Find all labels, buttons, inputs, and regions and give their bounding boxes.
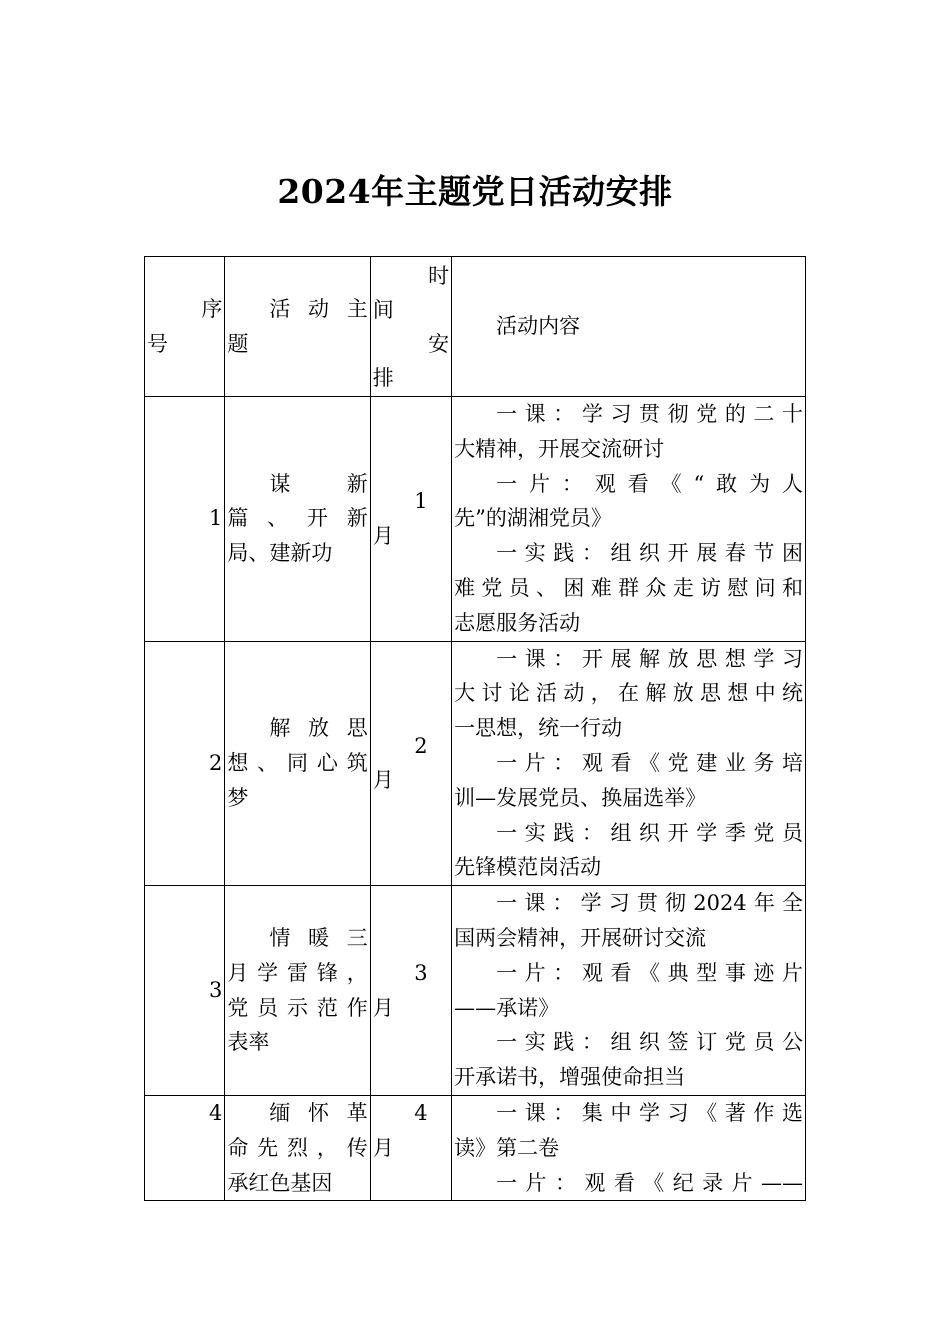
content-line: 大讨论活动，在解放思想中统 bbox=[454, 681, 803, 706]
header-time-line: 间 bbox=[372, 297, 394, 322]
content-line: 一片：观看《党建业务培 bbox=[496, 750, 803, 775]
header-theme-line: 活动主 bbox=[269, 296, 368, 321]
theme-line: 承红色基因 bbox=[227, 1170, 333, 1195]
header-time-line: 时 bbox=[428, 263, 450, 288]
content-line: 国两会精神，开展研讨交流 bbox=[454, 925, 707, 950]
content-cell bbox=[452, 886, 806, 1096]
theme-line: 篇、开新 bbox=[227, 506, 368, 531]
seq-cell: 4 bbox=[145, 1095, 225, 1200]
content-line: 一片：观看《“敢为人 bbox=[496, 471, 803, 496]
month-number: 3 bbox=[414, 960, 428, 985]
table-row bbox=[145, 397, 806, 642]
header-content bbox=[452, 257, 806, 397]
header-seq-line: 序 bbox=[201, 296, 223, 321]
header-time-line: 安 bbox=[428, 331, 450, 356]
table-row bbox=[145, 1095, 806, 1200]
time-cell bbox=[370, 641, 451, 886]
content-line: 一实践：组织开学季党员 bbox=[496, 820, 803, 845]
month-unit: 月 bbox=[372, 523, 394, 548]
time-cell bbox=[370, 886, 451, 1096]
content-line: 难党员、困难群众走访慰问和 bbox=[454, 575, 803, 600]
content-line: ——承诺》 bbox=[454, 995, 560, 1020]
content-line: 大精神，开展交流研讨 bbox=[454, 436, 665, 461]
month-number: 1 bbox=[414, 488, 428, 513]
theme-line: 解放思 bbox=[269, 716, 368, 741]
content-line: 一课：开展解放思想学习 bbox=[496, 646, 803, 671]
content-line: 一实践：组织开展春节困 bbox=[496, 541, 803, 566]
month-number: 4 bbox=[414, 1100, 428, 1125]
theme-cell bbox=[225, 641, 370, 886]
header-theme-line: 题 bbox=[227, 331, 249, 356]
content-line: 一课：集中学习《著作选 bbox=[496, 1100, 803, 1125]
seq-cell: 2 bbox=[145, 641, 225, 886]
time-cell bbox=[370, 397, 451, 642]
content-line: 开承诺书，增强使命担当 bbox=[454, 1065, 686, 1090]
content-line: 先”的湖湘党员》 bbox=[454, 506, 612, 531]
content-line: 先锋模范岗活动 bbox=[454, 855, 602, 880]
table-header-row bbox=[145, 257, 806, 397]
month-number: 2 bbox=[414, 733, 428, 758]
content-cell bbox=[452, 397, 806, 642]
header-seq-line: 号 bbox=[147, 331, 168, 356]
theme-cell bbox=[225, 886, 370, 1096]
month-unit: 月 bbox=[372, 768, 394, 793]
month-unit: 月 bbox=[372, 995, 394, 1020]
activity-schedule-table bbox=[144, 256, 806, 1201]
content-line: 训—发展党员、换届选举》 bbox=[454, 785, 707, 810]
theme-line: 党员示范作 bbox=[227, 995, 368, 1020]
table-row bbox=[145, 641, 806, 886]
theme-line: 命先烈，传 bbox=[227, 1135, 368, 1160]
header-theme bbox=[225, 257, 370, 397]
month-unit: 月 bbox=[372, 1135, 394, 1160]
content-cell bbox=[452, 1095, 806, 1200]
content-line: 读》第二卷 bbox=[454, 1135, 560, 1160]
theme-cell bbox=[225, 1095, 370, 1200]
theme-line: 局、建新功 bbox=[227, 541, 333, 566]
content-line: 一课：学习贯彻党的二十 bbox=[496, 402, 803, 426]
content-line: 一课：学习贯彻2024年全 bbox=[496, 891, 803, 916]
content-line: 一片：观看《纪录片—— bbox=[496, 1170, 803, 1195]
theme-line: 梦 bbox=[227, 785, 249, 810]
theme-line: 表率 bbox=[227, 1030, 270, 1055]
theme-cell bbox=[225, 397, 370, 642]
page-title: 2024年主题党日活动安排 bbox=[277, 172, 673, 211]
content-line: 志愿服务活动 bbox=[454, 610, 581, 635]
content-line: 一实践：组织签订党员公 bbox=[496, 1030, 803, 1055]
theme-line: 谋 新 bbox=[269, 471, 368, 496]
header-content-label: 活动内容 bbox=[496, 314, 581, 339]
header-seq bbox=[145, 257, 225, 397]
content-line: 一片：观看《典型事迹片 bbox=[496, 960, 803, 985]
time-cell bbox=[370, 1095, 451, 1200]
seq-cell: 1 bbox=[145, 397, 225, 642]
seq-cell: 3 bbox=[145, 886, 225, 1096]
theme-line: 月学雷锋， bbox=[227, 960, 368, 985]
content-line: 一思想，统一行动 bbox=[454, 716, 623, 741]
theme-line: 缅怀革 bbox=[269, 1100, 368, 1125]
header-time-line: 排 bbox=[372, 365, 394, 390]
content-cell bbox=[452, 641, 806, 886]
theme-line: 想、同心筑 bbox=[227, 750, 368, 775]
header-time bbox=[370, 257, 451, 397]
table-row bbox=[145, 886, 806, 1096]
theme-line: 情暖三 bbox=[269, 925, 368, 950]
